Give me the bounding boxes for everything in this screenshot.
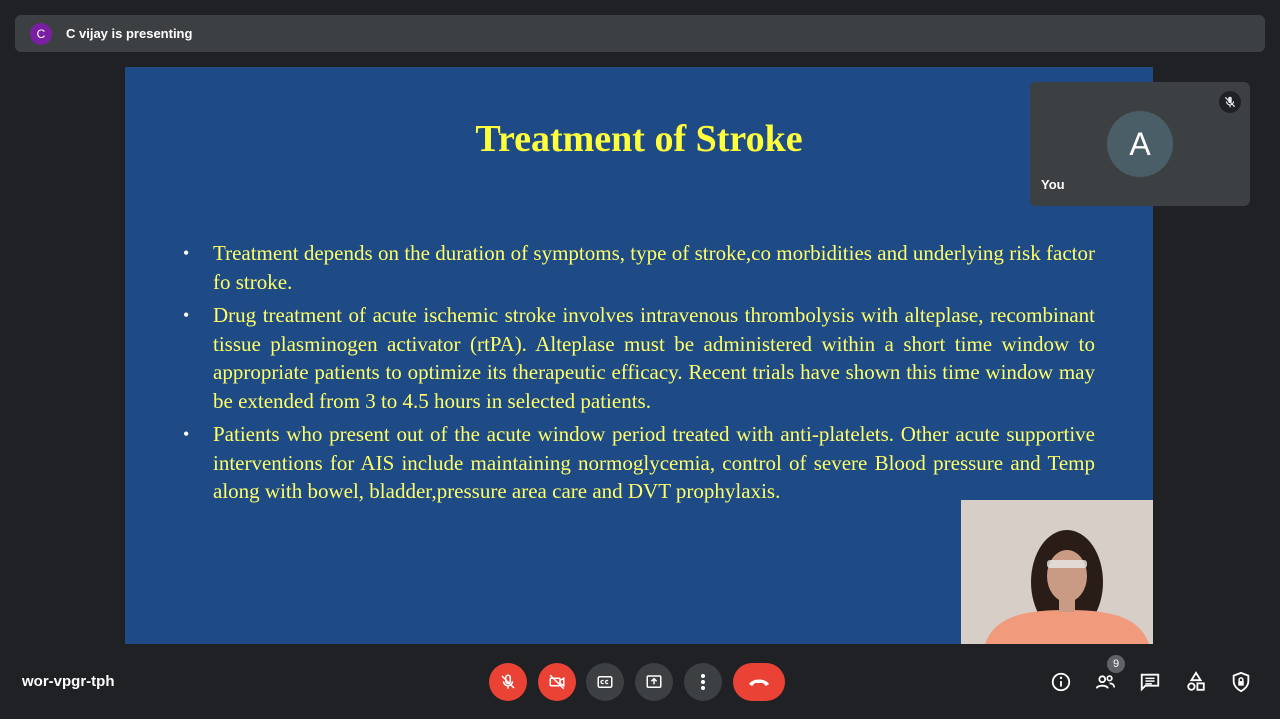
- self-label: You: [1041, 177, 1065, 192]
- info-icon: [1050, 671, 1072, 693]
- captions-icon: [595, 673, 615, 691]
- present-screen-icon: [644, 673, 664, 691]
- more-vert-icon: [700, 673, 706, 691]
- bullet-dot: •: [183, 305, 190, 325]
- muted-mic-icon: [1219, 91, 1241, 113]
- camera-toggle-button[interactable]: [538, 663, 576, 701]
- presenter-avatar: C: [30, 23, 52, 45]
- slide-bullet: [183, 420, 1095, 506]
- muted-mic-icon-svg: [1223, 95, 1237, 109]
- presenter-bar: [15, 15, 1265, 52]
- presenter-video-tile[interactable]: [961, 500, 1153, 644]
- captions-button[interactable]: [586, 663, 624, 701]
- host-controls-button[interactable]: [1228, 669, 1254, 695]
- presenter-person-image: [961, 500, 1153, 644]
- meeting-details-button[interactable]: [1048, 669, 1074, 695]
- present-now-button[interactable]: [635, 663, 673, 701]
- self-avatar: A: [1107, 111, 1173, 177]
- chat-icon: [1139, 671, 1161, 693]
- slide-title: Treatment of Stroke: [475, 118, 803, 160]
- people-icon: [1093, 671, 1117, 693]
- slide-bullet: [183, 301, 1095, 415]
- activities-icon: [1185, 671, 1207, 693]
- shield-lock-icon: [1230, 671, 1252, 693]
- slide-bullet-list: [183, 239, 1095, 511]
- leave-call-button[interactable]: [733, 663, 785, 701]
- bullet-dot: •: [183, 424, 190, 444]
- mic-toggle-button[interactable]: [489, 663, 527, 701]
- self-video-tile[interactable]: [1030, 82, 1250, 206]
- more-options-button[interactable]: [684, 663, 722, 701]
- hang-up-icon: [747, 676, 771, 688]
- bullet-dot: •: [183, 243, 190, 263]
- presenter-status-text: C vijay is presenting: [66, 26, 193, 41]
- slide-bullet: [183, 239, 1095, 296]
- mic-off-icon: [499, 673, 517, 691]
- meeting-code: wor-vpgr-tph: [22, 673, 115, 690]
- bullet-text: Drug treatment of acute ischemic stroke involves intravenous thrombolysis with alteplase, recombinant tissue plasminogen activator (rtPA). Alteplase must be administered within a short time window to appropriate patients to optimize its therapeutic efficacy. Recent trials have shown this time window may be extended from 3 to 4.5 hours in selected patients.: [213, 303, 1095, 413]
- activities-button[interactable]: [1183, 669, 1209, 695]
- participant-count-badge: 9: [1107, 655, 1125, 673]
- camera-off-icon: [547, 673, 567, 691]
- bullet-text: Patients who present out of the acute window period treated with anti-platelets. Other acute supportive interventions for AIS include maintaining normoglycemia, control of severe Blood pressure and Temp along with bowel, bladder,pressure area care and DVT prophylaxis.: [213, 422, 1095, 503]
- chat-button[interactable]: [1137, 669, 1163, 695]
- bullet-text: Treatment depends on the duration of symptoms, type of stroke,co morbidities and underlying risk factor fo stroke.: [213, 241, 1095, 294]
